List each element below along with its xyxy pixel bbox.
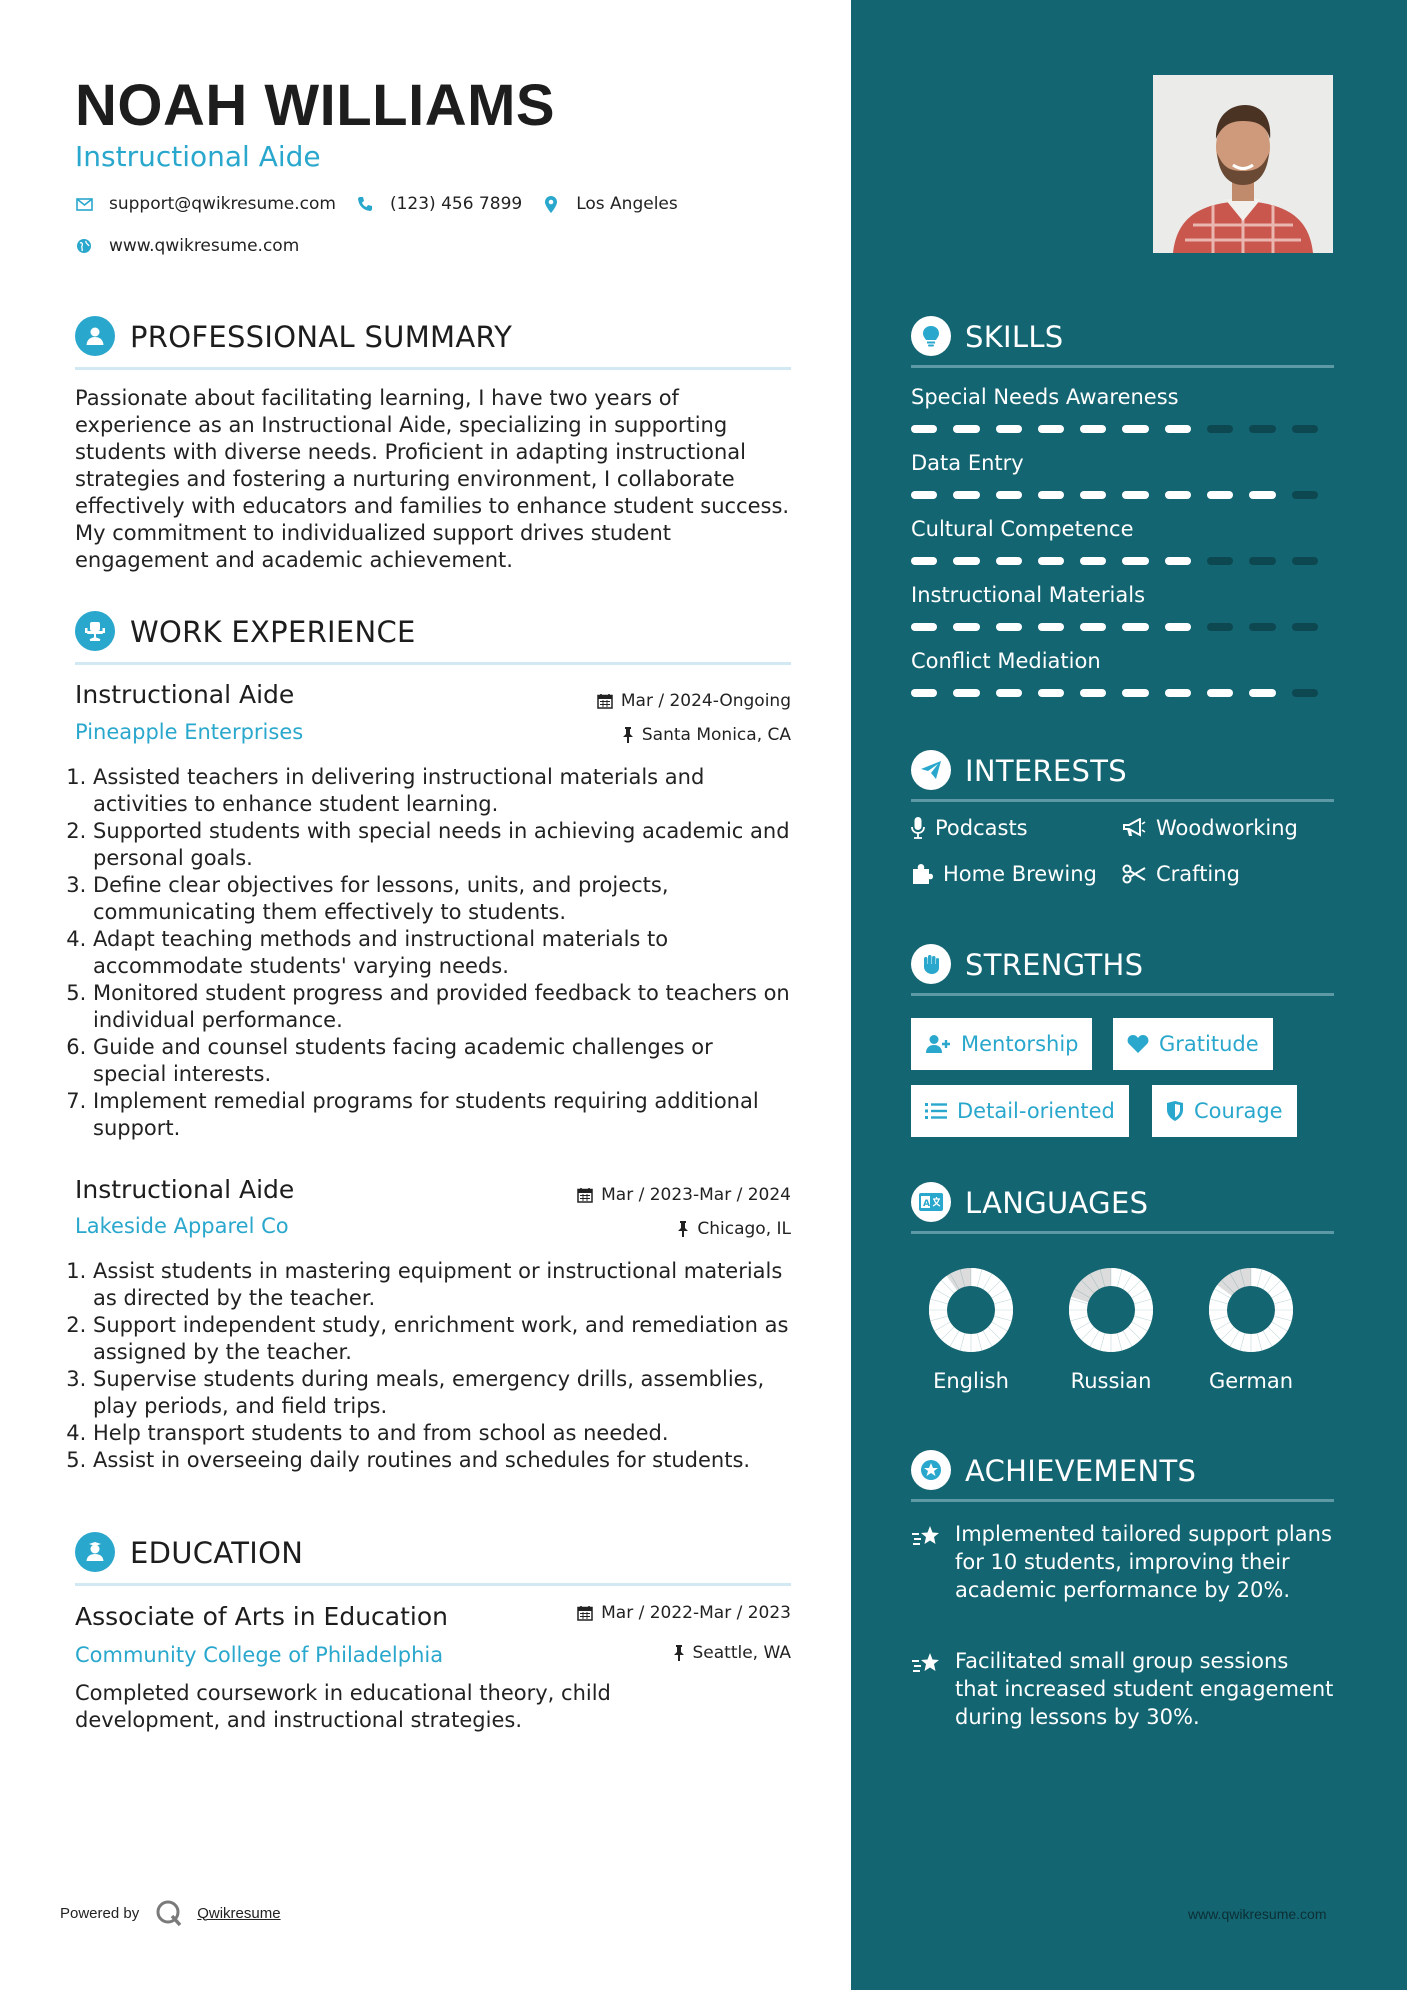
email-link[interactable]: support@qwikresume.com <box>109 194 336 214</box>
language-name: Russian <box>1070 1369 1152 1393</box>
education-section-header <box>75 1532 791 1586</box>
contact-row <box>75 194 678 214</box>
strength-tag <box>1152 1085 1297 1137</box>
graduate-icon <box>75 1532 115 1572</box>
skill-segment-empty <box>1207 623 1233 631</box>
language-donut <box>926 1265 1016 1355</box>
skill-segment-filled <box>1038 689 1064 697</box>
qwikresume-logo-icon <box>155 1899 183 1927</box>
strengths-heading: STRENGTHS <box>965 948 1144 982</box>
skill-segment-filled <box>953 491 979 499</box>
shooting-star-icon <box>911 1651 943 1677</box>
map-marker-icon <box>542 195 560 213</box>
language-name: German <box>1208 1369 1294 1393</box>
candidate-name: NOAH WILLIAMS <box>75 73 556 138</box>
education-location-text: Seattle, WA <box>692 1643 791 1663</box>
job-location-1 <box>622 725 791 745</box>
education-dates <box>577 1603 791 1623</box>
duty-item: 5. Assist in overseeing daily routines and schedules for students. <box>93 1447 791 1474</box>
strength-tag <box>911 1085 1129 1137</box>
job-dates-text-1: Mar / 2024-Ongoing <box>620 691 791 711</box>
skill-segment-filled <box>996 623 1022 631</box>
skill-segment-filled <box>1038 623 1064 631</box>
strengths-section-header <box>911 944 1334 996</box>
bullhorn-icon <box>1122 818 1146 838</box>
skill-segment-filled <box>996 491 1022 499</box>
skill-segment-filled <box>1165 491 1191 499</box>
skill-segment-filled <box>953 623 979 631</box>
skill-segment-empty <box>1292 425 1318 433</box>
skill-name-2: Data Entry <box>911 451 1024 475</box>
achievement-item <box>911 1520 1334 1604</box>
language-item <box>1056 1265 1166 1393</box>
interests-heading: INTERESTS <box>965 754 1127 788</box>
star-badge-icon <box>911 1450 951 1490</box>
skill-segment-filled <box>1122 425 1148 433</box>
skill-level-bar <box>911 425 1334 435</box>
skill-segment-filled <box>996 689 1022 697</box>
strength-label: Detail-oriented <box>957 1099 1115 1123</box>
shooting-star-icon <box>911 1524 943 1550</box>
skill-segment-filled <box>1122 557 1148 565</box>
skill-segment-filled <box>1207 491 1233 499</box>
skill-segment-filled <box>1080 491 1106 499</box>
achievements-heading: ACHIEVEMENTS <box>965 1454 1197 1488</box>
interest-label: Podcasts <box>935 816 1028 840</box>
strength-tag <box>1113 1018 1273 1070</box>
duty-item: 7. Implement remedial programs for students requiring additional support. <box>93 1088 791 1142</box>
school: Community College of Philadelphia <box>75 1643 444 1667</box>
experience-section-header <box>75 611 791 665</box>
skill-segment-filled <box>911 425 937 433</box>
job-location-text-2: Chicago, IL <box>697 1219 791 1239</box>
envelope-icon <box>75 195 93 213</box>
job-duties-2 <box>65 1258 791 1474</box>
skill-segment-empty <box>1249 557 1275 565</box>
language-item <box>1196 1265 1306 1393</box>
degree: Associate of Arts in Education <box>75 1602 448 1631</box>
job-location-2 <box>677 1219 791 1239</box>
skill-level-bar <box>911 557 1334 567</box>
language-icon <box>911 1182 951 1222</box>
skill-segment-filled <box>1080 623 1106 631</box>
languages-heading: LANGUAGES <box>965 1186 1149 1220</box>
duty-item: 2. Supported students with special needs in achieving academic and personal goals. <box>93 818 791 872</box>
duty-item: 4. Help transport students to and from school as needed. <box>93 1420 791 1447</box>
education-heading: EDUCATION <box>130 1536 304 1570</box>
company-1: Pineapple Enterprises <box>75 720 304 744</box>
skill-segment-filled <box>1080 557 1106 565</box>
skill-segment-empty <box>1292 689 1318 697</box>
skill-segment-empty <box>1292 623 1318 631</box>
microphone-icon <box>911 817 925 839</box>
skill-level-bar <box>911 689 1334 699</box>
skill-level-bar <box>911 623 1334 633</box>
scissors-icon <box>1122 864 1146 884</box>
pin-icon <box>673 1645 685 1661</box>
website-row <box>75 236 299 256</box>
job-title-1: Instructional Aide <box>75 680 295 709</box>
duty-item: 3. Define clear objectives for lessons, units, and projects, communicating them effectively to students. <box>93 872 791 926</box>
summary-section-header <box>75 316 791 370</box>
interest-item <box>911 862 1097 886</box>
shield-icon <box>1166 1101 1184 1121</box>
skill-segment-filled <box>953 557 979 565</box>
skill-segment-filled <box>911 689 937 697</box>
skill-segment-filled <box>1165 557 1191 565</box>
interest-item <box>911 816 1028 840</box>
job-dates-text-2: Mar / 2023-Mar / 2024 <box>601 1185 791 1205</box>
skill-segment-filled <box>996 557 1022 565</box>
pin-icon <box>677 1221 689 1237</box>
skill-segment-empty <box>1292 491 1318 499</box>
skill-segment-empty <box>1207 425 1233 433</box>
skill-segment-filled <box>1122 623 1148 631</box>
job-location-text-1: Santa Monica, CA <box>641 725 791 745</box>
education-location <box>673 1643 792 1663</box>
skill-segment-filled <box>1207 689 1233 697</box>
skill-level-bar <box>911 491 1334 501</box>
website-link[interactable]: www.qwikresume.com <box>109 236 300 256</box>
skill-segment-filled <box>1249 491 1275 499</box>
skill-segment-filled <box>911 557 937 565</box>
calendar-icon <box>577 1187 593 1203</box>
list-icon <box>925 1102 947 1120</box>
interest-label: Crafting <box>1156 862 1240 886</box>
duty-item: 1. Assist students in mastering equipment or instructional materials as directed by the teacher. <box>93 1258 791 1312</box>
skill-segment-filled <box>1038 491 1064 499</box>
company-2: Lakeside Apparel Co <box>75 1214 289 1238</box>
skill-name-5: Conflict Mediation <box>911 649 1101 673</box>
skill-segment-filled <box>953 425 979 433</box>
experience-heading: WORK EXPERIENCE <box>130 615 416 649</box>
job-title-2: Instructional Aide <box>75 1175 295 1204</box>
job-duties-1 <box>65 764 791 1142</box>
footer-website[interactable]: www.qwikresume.com <box>1188 1906 1327 1922</box>
skill-segment-empty <box>1249 623 1275 631</box>
skills-section-header <box>911 316 1334 368</box>
lightbulb-icon <box>911 316 951 356</box>
calendar-icon <box>577 1605 593 1621</box>
duty-item: 5. Monitored student progress and provided feedback to teachers on individual performance. <box>93 980 791 1034</box>
globe-icon <box>75 237 93 255</box>
skills-heading: SKILLS <box>965 320 1064 354</box>
chair-icon <box>75 611 115 651</box>
strength-label: Gratitude <box>1159 1032 1259 1056</box>
job-dates-2 <box>577 1185 791 1205</box>
interest-label: Woodworking <box>1156 816 1298 840</box>
achievement-text: Facilitated small group sessions that increased student engagement during lessons by 30%. <box>955 1649 1334 1729</box>
skill-segment-empty <box>1207 557 1233 565</box>
skill-segment-filled <box>1122 689 1148 697</box>
skill-segment-filled <box>1165 425 1191 433</box>
fist-icon <box>911 944 951 984</box>
phone-icon <box>356 195 374 213</box>
skill-segment-filled <box>953 689 979 697</box>
interest-item <box>1122 862 1240 886</box>
duty-item: 4. Adapt teaching methods and instructional materials to accommodate students' varying needs. <box>93 926 791 980</box>
profile-photo <box>1153 75 1333 253</box>
location-text: Los Angeles <box>576 194 678 214</box>
skill-name-4: Instructional Materials <box>911 583 1146 607</box>
skill-segment-filled <box>1165 689 1191 697</box>
heart-icon <box>1127 1034 1149 1054</box>
achievements-section-header <box>911 1450 1334 1502</box>
education-dates-text: Mar / 2022-Mar / 2023 <box>601 1603 791 1623</box>
skill-segment-filled <box>1038 425 1064 433</box>
powered-by-footer <box>60 1899 281 1927</box>
user-plus-icon <box>925 1034 951 1054</box>
pin-icon <box>622 727 634 743</box>
duty-item: 3. Supervise students during meals, emergency drills, assemblies, play periods, and field trips. <box>93 1366 791 1420</box>
svg-text:A: A <box>923 1199 930 1209</box>
interests-section-header <box>911 750 1334 802</box>
skill-segment-filled <box>1249 689 1275 697</box>
duty-item: 6. Guide and counsel students facing academic challenges or special interests. <box>93 1034 791 1088</box>
strength-label: Mentorship <box>961 1032 1079 1056</box>
duty-item: 2. Support independent study, enrichment work, and remediation as assigned by the teacher. <box>93 1312 791 1366</box>
languages-section-header <box>911 1182 1334 1234</box>
job-dates-1 <box>597 691 791 711</box>
skill-segment-empty <box>1249 425 1275 433</box>
language-donut <box>1066 1265 1156 1355</box>
strength-tag <box>911 1018 1092 1070</box>
duty-item: 1. Assisted teachers in delivering instructional materials and activities to enhance student learning. <box>93 764 791 818</box>
skill-segment-filled <box>1080 689 1106 697</box>
skill-segment-filled <box>1080 425 1106 433</box>
skill-name-1: Special Needs Awareness <box>911 385 1179 409</box>
powered-by-text: Powered by <box>60 1904 140 1922</box>
skill-segment-filled <box>996 425 1022 433</box>
education-description: Completed coursework in educational theory, child development, and instructional strategies. <box>75 1681 611 1732</box>
skill-segment-filled <box>1122 491 1148 499</box>
user-icon <box>75 316 115 356</box>
summary-text: Passionate about facilitating learning, I have two years of experience as an Instructional Aide, specializing in supporting students with diverse needs. Proficient in adapting instructional strategies and fostering a nurturing environment, I collaborate effectively with educators and families to enhance student success. My commitment to individualized support drives student engagement and academic achievement. <box>75 386 790 572</box>
skill-segment-filled <box>911 491 937 499</box>
skill-name-3: Cultural Competence <box>911 517 1134 541</box>
language-donut <box>1206 1265 1296 1355</box>
puzzle-icon <box>911 863 933 885</box>
skill-segment-filled <box>1038 557 1064 565</box>
calendar-icon <box>597 693 613 709</box>
interest-label: Home Brewing <box>943 862 1097 886</box>
achievement-text: Implemented tailored support plans for 10 students, improving their academic performance by 20%. <box>955 1522 1332 1602</box>
skill-segment-filled <box>1165 623 1191 631</box>
skill-segment-empty <box>1292 557 1318 565</box>
language-name: English <box>933 1369 1009 1393</box>
candidate-title: Instructional Aide <box>75 140 321 173</box>
language-item <box>916 1265 1026 1393</box>
achievement-item <box>911 1647 1334 1731</box>
qwikresume-link[interactable]: Qwikresume <box>197 1904 281 1922</box>
phone-text[interactable]: (123) 456 7899 <box>389 194 523 214</box>
skill-segment-filled <box>911 623 937 631</box>
strength-label: Courage <box>1194 1099 1283 1123</box>
interest-item <box>1122 816 1298 840</box>
paper-plane-icon <box>911 750 951 790</box>
summary-heading: PROFESSIONAL SUMMARY <box>130 320 513 354</box>
